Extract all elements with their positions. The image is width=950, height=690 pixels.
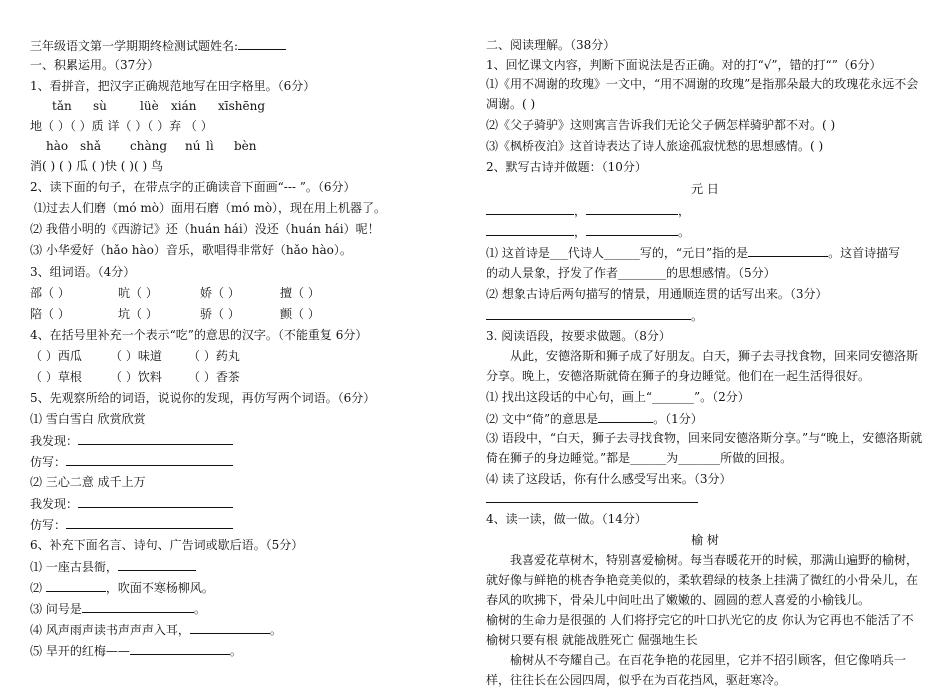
q2-prompt: 2、读下面的句子，在带点字的正确读音下面画“--- ”。（6分） [30, 180, 356, 194]
q1-prompt: 1、看拼音，把汉字正确规范地写在田字格里。（6分） [30, 79, 316, 93]
answer-blank[interactable] [78, 433, 233, 445]
q2-sentence-1[interactable]: ⑴过去人们磨（mó mò）面用石磨（mó mò），现在用上机器了。 [34, 201, 387, 215]
fill-item[interactable]: （ ）饮料 [110, 370, 162, 384]
word-item[interactable]: 骄（ ） [200, 307, 240, 321]
answer-blank[interactable] [190, 622, 270, 634]
answer-blank[interactable] [82, 601, 194, 613]
pinyin: sù [93, 99, 107, 113]
r2-prompt: 2、默写古诗并做题：（10分） [486, 160, 647, 174]
r3-question-2 [486, 411, 703, 427]
pinyin: hào [46, 139, 69, 153]
q5-words-2: ⑵ 三心二意 成千上万 [30, 475, 146, 489]
pinyin: xián [171, 99, 197, 113]
pinyin: xīshēng [218, 99, 266, 113]
q2-sentence-2[interactable]: ⑵ 我借小明的《西游记》还（huán hái）没还（huán hái）呢！ [30, 222, 380, 236]
pinyin: chàng [130, 139, 168, 153]
answer-blank[interactable] [486, 308, 691, 320]
word-item[interactable]: 坑（ ） [118, 307, 158, 321]
q6-item-5: ⑸ 旱开的红梅—— 。 [30, 644, 242, 658]
section-1-heading: 一、积累运用。（37分） [30, 58, 160, 72]
story-paragraph-3: 榆树从不夸耀自己。在百花争艳的花园里，它并不招引顾客，但它像哨兵一样，往往长在公园四周，似乎在为百花挡风，驱赶寒冷。 [486, 653, 907, 687]
pinyin: lì [206, 139, 214, 153]
answer-blank[interactable] [66, 517, 233, 529]
r3-answer-line [486, 491, 698, 507]
found-label: 我发现： [30, 497, 79, 511]
exam-title: 三年级语文第一学期期终检测试题姓名: [30, 39, 239, 53]
answer-blank[interactable] [586, 203, 678, 215]
answer-blank[interactable] [66, 454, 233, 466]
imitate-line-2 [30, 517, 233, 533]
q3-row-1 [30, 286, 450, 301]
answer-blank[interactable] [486, 203, 574, 215]
r2-question-text: ⑴ 这首诗是___代诗人______写的，“元日”指的是 [486, 246, 749, 260]
pinyin-row-1 [30, 99, 450, 114]
r2-question-text: 。这首诗描写 [828, 246, 901, 260]
answer-blank[interactable] [748, 245, 828, 257]
r3-prompt: 3. 阅读语段，按要求做题。（8分） [486, 329, 671, 343]
r1-item-1[interactable]: ⑴《用不凋谢的玫瑰》一文中，“用不凋谢的玫瑰”是指那朵最大的玫瑰花永远不会凋谢。( ) [486, 77, 919, 111]
answer-blank[interactable] [598, 411, 653, 423]
word-item[interactable]: 擅（ ） [280, 286, 320, 300]
r2-answer-line: 。 [486, 308, 703, 324]
q6-item-text: ⑸ 旱开的红梅—— [30, 644, 130, 658]
q6-item-4: ⑷ 风声雨声读书声声声入耳， 。 [30, 623, 282, 637]
story-paragraph-1: 我喜爱花草树木，特别喜爱榆树。每当春暖花开的时候，那满山遍野的榆树，就好像与鲜艳的桃杏争艳竞美似的，柔软碧绿的枝条上挂满了微红的小骨朵儿，在春风的吹拂下，骨朵儿中间吐出了嫩嫩的、圆圆的惹人喜爱的小榆钱儿。 [486, 553, 919, 607]
story-title: 榆 树 [691, 533, 719, 547]
q6-prompt: 6、补充下面名言、诗句、广告词或歇后语。（5分） [30, 538, 304, 552]
pinyin: nú [185, 139, 201, 153]
answer-blank[interactable] [586, 224, 678, 236]
r3-question-text: ⑵ 文中“倚”的意思是 [486, 412, 599, 426]
fill-item[interactable]: （ ）草根 [30, 370, 82, 384]
r4-prompt: 4、读一读，做一做。（14分） [486, 512, 647, 526]
pinyin: shǎ [80, 139, 102, 153]
q4-row-1 [30, 349, 450, 364]
q5-prompt: 5、先观察所给的词语，说说你的发现，再仿写两个词语。（6分） [30, 391, 376, 405]
name-blank[interactable] [238, 38, 286, 50]
q5-words-1: ⑴ 雪白雪白 欣赏欣赏 [30, 412, 146, 426]
r1-item-2[interactable]: ⑵《父子骑驴》这则寓言告诉我们无论父子俩怎样骑驴都不对。( ) [486, 118, 836, 132]
q4-row-2 [30, 370, 450, 385]
q2-sentence-3[interactable]: ⑶ 小华爱好（hǎo hào）音乐，歌唱得非常好（hǎo hào）。 [30, 243, 352, 257]
word-item[interactable]: 娇（ ） [200, 286, 240, 300]
r3-question-3: ⑶ 语段中，“白天，狮子去寻找食物，回来同安德洛斯分享。”与“晚上，安德洛斯就倚在狮子的身边睡觉。”都是______为_______所做的回报。 [486, 431, 923, 465]
found-line-2 [30, 496, 233, 512]
q6-item-text: ⑷ 风声雨声读书声声声入耳， [30, 623, 190, 637]
fill-item[interactable]: （ ）药丸 [188, 349, 240, 363]
r3-question-1: ⑴ 找出这段话的中心句，画上“_______”。（2分） [486, 390, 750, 404]
answer-blank[interactable] [46, 580, 106, 592]
r2-question-1 [486, 245, 900, 261]
word-item[interactable]: 陪（ ） [30, 307, 70, 321]
answer-blank[interactable] [486, 491, 698, 503]
r1-item-3[interactable]: ⑶《枫桥夜泊》这首诗表达了诗人旅途孤寂忧愁的思想感情。( ) [486, 139, 824, 153]
q4-prompt: 4、在括号里补充一个表示“吃”的意思的汉字。（不能重复 6分） [30, 328, 368, 342]
answer-blank[interactable] [130, 643, 230, 655]
story-paragraph-2: 榆树的生命力是很强的 人们将抒完它的叶口扒光它的皮 你认为它再也不能活了不 榆树只要有根 就能战胜死亡 倔强地生长 [486, 613, 914, 647]
word-item[interactable]: 颤（ ） [280, 307, 320, 321]
section-2-heading: 二、阅读理解。（38分） [486, 38, 616, 52]
fill-item[interactable]: （ ）西瓜 [30, 349, 82, 363]
char-row-2[interactable]: 消( ) ( ) 瓜 ( )快 ( )( ) 鸟 [30, 159, 163, 173]
pinyin: bèn [234, 139, 257, 153]
char-row-1[interactable]: 地（ ）（ ）质 详（ ）（ ）弃 （ ） [30, 119, 213, 133]
imitate-label: 仿写： [30, 455, 67, 469]
pinyin: tǎn [52, 99, 72, 113]
answer-blank[interactable] [486, 224, 574, 236]
pinyin: lüè [140, 99, 159, 113]
found-label: 我发现： [30, 434, 79, 448]
r3-question-text: 。（1分） [653, 412, 703, 426]
fill-item[interactable]: （ ）味道 [110, 349, 162, 363]
poem-line-2: ， 。 [486, 224, 690, 240]
r2-question-2: ⑵ 想象古诗后两句描写的情景，用通顺连贯的话写出来。（3分） [486, 287, 828, 301]
word-item[interactable]: 部（ ） [30, 286, 70, 300]
imitate-label: 仿写： [30, 518, 67, 532]
q6-item-text: ⑴ 一座古县衙， [30, 560, 118, 574]
poem-line-1: ， ， [486, 203, 690, 219]
r3-question-4: ⑷ 读了这段话，你有什么感受写出来。（3分） [486, 472, 732, 486]
q6-item-text: ⑶ 问号是 [30, 602, 82, 616]
q6-item-text: ，吹面不寒杨柳风。 [105, 581, 214, 595]
r3-passage: 从此，安德洛斯和狮子成了好朋友。白天，狮子去寻找食物，回来同安德洛斯分享。晚上，安德洛斯就倚在狮子的身边睡觉。他们在一起生活得很好。 [486, 349, 919, 383]
poem-title: 元 日 [691, 182, 719, 196]
r1-prompt: 1、回忆课文内容，判断下面说法是否正确。对的打“√”，错的打“”（6分） [486, 58, 882, 72]
exam-title-line [30, 38, 286, 54]
found-line-1 [30, 433, 233, 449]
pinyin-row-2 [30, 139, 450, 154]
word-item[interactable]: 吭（ ） [118, 286, 158, 300]
q3-row-2 [30, 307, 450, 322]
answer-blank[interactable] [78, 496, 233, 508]
r2-question-1-cont: 的动人景象，抒发了作者________的思想感情。（5分） [486, 266, 776, 280]
answer-blank[interactable] [118, 559, 196, 571]
q6-item-3: ⑶ 问号是 。 [30, 602, 206, 616]
q3-prompt: 3、组词语。（4分） [30, 265, 136, 279]
q6-item-1 [30, 559, 196, 575]
q6-item-2 [30, 580, 214, 596]
imitate-line-1 [30, 454, 233, 470]
fill-item[interactable]: （ ）香茶 [188, 370, 240, 384]
q6-item-label: ⑵ [30, 581, 46, 595]
